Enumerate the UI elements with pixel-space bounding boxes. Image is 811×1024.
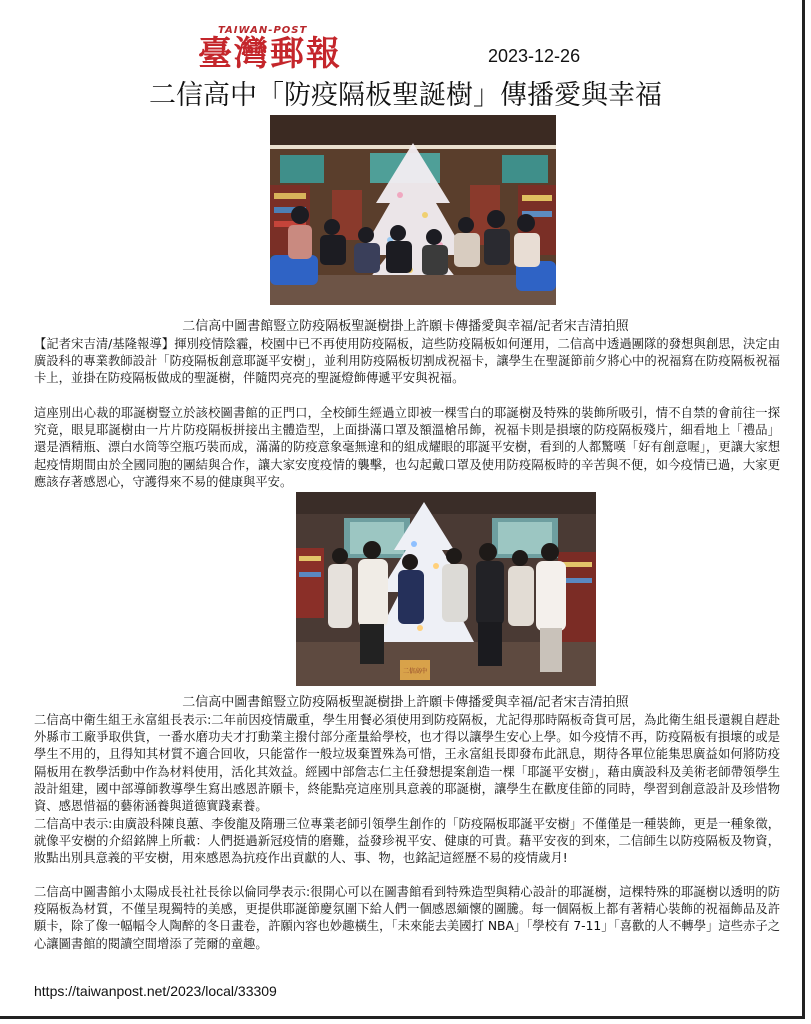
photo-caption: 二信高中圖書館豎立防疫隔板聖誕樹掛上許願卡傳播愛與幸福/記者宋吉清拍照	[182, 319, 629, 334]
photo-caption: 二信高中圖書館豎立防疫隔板聖誕樹掛上許願卡傳播愛與幸福/記者宋吉清拍照	[182, 695, 629, 710]
article-paragraph: 這座別出心裁的耶誕樹豎立於該校圖書館的正門口，全校師生經過立即被一棵雪白的耶誕樹及特殊的裝飾所吸引，情不自禁的會前往一探究竟，眼見耶誕樹由一片片防疫隔板拼接出主體造型，上面掛滿口罩及額溫槍吊飾，祝福卡則是損壞的防疫隔板殘片，細看地上「禮品」還是酒精瓶、漂白水筒等空瓶巧裝而成，滿滿的防疫意象毫無違和的組成耀眼的耶誕平安樹，看到的人都驚嘆「好有創意喔」，更讓大家想起疫情期間由於全國同胞的團結與合作，讓大家安度疫情的襲擊，也勾起戴口罩及使用防疫隔板時的辛苦與不便，如今疫情已過，大家更應該存著感恩心，守護得來不易的健康與平安。	[34, 406, 780, 489]
photo-tree-group	[270, 115, 556, 305]
photo-tree-closeup-image	[296, 492, 596, 686]
article-paragraph: 二信高中衛生組王永富組長表示:二年前因疫情嚴重，學生用餐必須使用到防疫隔板，尤記得那時隔板奇貨可居，為此衛生組長還親自趕赴外縣市工廠爭取供貨，一番水磨功夫才打動業主撥付部分產量給學校，也才得以讓學生安心上學。如今疫情不再，防疫隔板有損壞的或是學生不用的，且得知其材質不適合回收，只能當作一般垃圾棄置殊為可惜，王永富組長即發布此訊息，期待各單位能集思廣益如何將防疫隔板用在教學活動中作為材料使用，活化其效益。經國中部詹志仁主任發想提案創造一棵「耶誕平安樹」，藉由廣設科及美術老師帶領學生設計組建，國中部導師教導學生寫出感恩許願卡，終能點亮這座別具意義的耶誕樹，讓學生在歡度佳節的同時，學習到創意設計及珍惜物資、感恩惜福的藝術涵養與道德實踐素養。	[34, 713, 780, 814]
article-date: 2023-12-26	[488, 46, 581, 66]
logo-english: TAIWAN-POST	[218, 25, 308, 36]
photo-tree-group-image	[270, 115, 556, 305]
article-paragraph: 二信高中圖書館小太陽成長社社長徐以倫同學表示:很開心可以在圖書館看到特殊造型與精心設計的耶誕樹，這棵特殊的耶誕樹以透明的防疫隔板為材質，不僅呈現獨特的美感，更提供耶誕節慶氛圍下給人們一個感恩緬懷的圖騰。每一個隔板上都有著精心裝飾的祝福飾品及許願卡，除了像一幅幅令人陶醉的冬日畫卷，許願內容也妙趣橫生，「未來能去美國打 NBA」「學校有 7-11」「喜歡的人不轉學」這些赤子之心讓圖書館的閱讀空間增添了莞爾的童趣。	[34, 885, 780, 951]
article-paragraph: 二信高中表示:由廣設科陳良蕙、李俊龍及隋珊三位專業老師引領學生創作的「防疫隔板耶誕平安樹」不僅僅是一種裝飾，更是一種象徵，就像平安樹的介紹銘牌上所載：人們挺過新冠疫情的磨難，益發珍視平安、健康的可貴。藉平安夜的到來，二信師生以防疫隔板及物資，妝點出別具意義的平安樹，用來感恩為抗疫作出貢獻的人、事、物，也銘記這經歷不易的疫情歲月!	[34, 817, 780, 866]
photo-tree-closeup	[296, 492, 596, 686]
sign-text: 二信高中	[402, 668, 428, 675]
article-paragraph: 【記者宋吉清/基隆報導】揮別疫情陰霾，校園中已不再使用防疫隔板，這些防疫隔板如何運用，二信高中透過團隊的發想與創思，決定由廣設科的專業教師設計「防疫隔板創意耶誕平安樹」，並利用防疫隔板切割成祝福卡，讓學生在聖誕節前夕將心中的祝福寫在防疫隔板祝福卡上，並掛在防疫隔板做成的聖誕樹，伴隨閃亮亮的聖誕燈飾傳遞平安與祝福。	[34, 337, 780, 386]
source-url[interactable]: https://taiwanpost.net/2023/local/33309	[34, 983, 277, 999]
article-headline: 二信高中「防疫隔板聖誕樹」傳播愛與幸福	[149, 80, 662, 111]
logo-chinese: 臺灣郵報	[198, 34, 342, 74]
